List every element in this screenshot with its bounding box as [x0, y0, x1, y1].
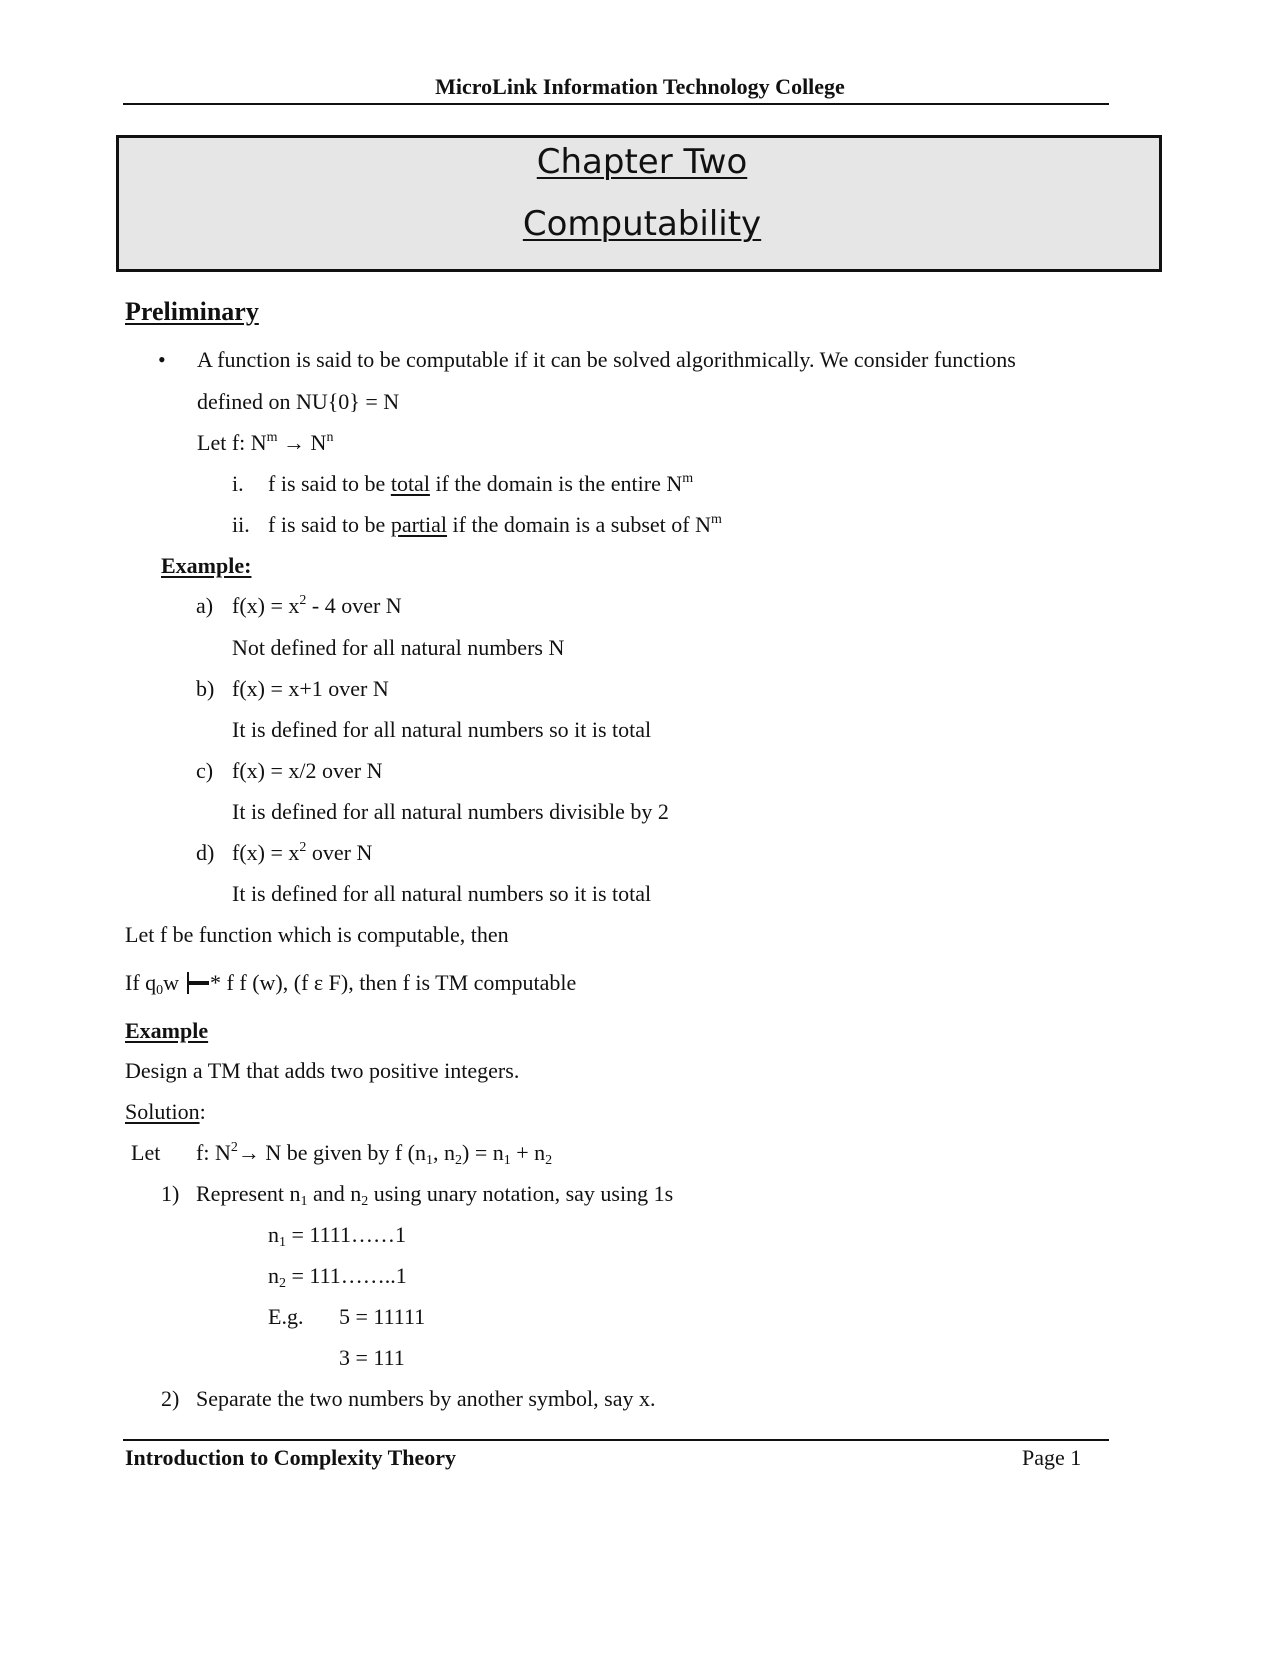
f-sub-1: 1 — [426, 1153, 434, 1168]
term-partial: partial — [390, 512, 448, 537]
item-ii-post: if the domain is a subset of N — [447, 512, 711, 537]
f-sub-3: 1 — [503, 1153, 511, 1168]
header-rule — [123, 103, 1109, 105]
let-word: Let — [131, 1140, 161, 1165]
eg-line-2: 3 = 111 — [339, 1345, 405, 1370]
item-ii-text — [268, 512, 722, 538]
step-1-post: using unary notation, say using 1s — [368, 1181, 674, 1206]
example-a-label: a) — [196, 593, 214, 618]
preliminary-heading: Preliminary — [125, 297, 259, 326]
item-ii-pre: f is said to be — [268, 512, 391, 537]
item-i-sup: m — [682, 471, 694, 486]
if-star: * — [210, 970, 222, 995]
item-i-number: i. — [232, 471, 244, 496]
example-heading-1: Example: — [161, 553, 252, 578]
let-prefix: Let f: N — [197, 430, 267, 455]
if-sub-0: 0 — [156, 983, 164, 998]
step-1-number: 1) — [161, 1181, 180, 1206]
step-1-pre: Represent n — [196, 1181, 301, 1206]
example-a-pre: f(x) = x — [232, 593, 300, 618]
let-arrow: → N — [277, 430, 327, 455]
f-sup: 2 — [230, 1140, 238, 1155]
computable-intro: Let f be function which is computable, then — [125, 922, 509, 947]
item-ii-number: ii. — [232, 512, 250, 537]
chapter-title: Computability — [522, 204, 762, 244]
f-mid: → N be given by f (n — [237, 1140, 427, 1165]
step-1-sub-2: 2 — [361, 1194, 369, 1209]
footer-rule — [123, 1439, 1109, 1441]
example-c-text: f(x) = x/2 over N — [232, 758, 383, 783]
item-i-text — [268, 471, 693, 497]
chapter-title-box — [116, 135, 1162, 272]
bullet-line-1: A function is said to be computable if it can be solved algorithmically. We consider functions — [197, 347, 1016, 372]
chapter-number: Chapter Two — [536, 142, 748, 182]
eg-label: E.g. — [268, 1304, 304, 1329]
f-eq: ) = n — [462, 1140, 504, 1165]
example-b-note: It is defined for all natural numbers so it is total — [232, 717, 652, 742]
n1-sub: 1 — [279, 1235, 286, 1250]
eg-line-1: 5 = 11111 — [339, 1304, 426, 1329]
example-b-label: b) — [196, 676, 215, 701]
example-d-label: d) — [196, 840, 215, 865]
let-sup-m: m — [266, 430, 278, 445]
function-definition — [196, 1140, 552, 1166]
f-pre: f: N — [196, 1140, 231, 1165]
example-a-sup: 2 — [299, 593, 307, 608]
let-sup-n: n — [326, 430, 334, 445]
example-d-pre: f(x) = x — [232, 840, 300, 865]
n1-value: = 1111……1 — [286, 1222, 406, 1247]
college-header: MicroLink Information Technology College — [435, 74, 845, 99]
example-b-text: f(x) = x+1 over N — [232, 676, 389, 701]
n1-unary — [268, 1222, 406, 1248]
n1-pre: n — [268, 1222, 279, 1247]
step-2-text: Separate the two numbers by another symbol, say x. — [196, 1386, 656, 1411]
bullet-line-2: defined on NU{0} = N — [197, 389, 400, 414]
example-d-text — [232, 840, 372, 866]
example-a-text — [232, 593, 402, 619]
if-post: f f (w), (f ε F), then f is TM computable — [221, 970, 577, 995]
let-function-line — [197, 430, 333, 456]
f-sub-4: 2 — [545, 1153, 553, 1168]
example-c-note: It is defined for all natural numbers divisible by 2 — [232, 799, 669, 824]
bullet-icon: • — [158, 347, 166, 372]
if-prefix: If q — [125, 970, 157, 995]
n2-sub: 2 — [279, 1276, 286, 1291]
n2-pre: n — [268, 1263, 279, 1288]
example-a-post: - 4 over N — [306, 593, 402, 618]
example-d-post: over N — [306, 840, 373, 865]
step-2-number: 2) — [161, 1386, 180, 1411]
example-task: Design a TM that adds two positive integers. — [125, 1058, 520, 1083]
example-d-sup: 2 — [299, 840, 307, 855]
tm-computable-line — [125, 970, 576, 996]
n2-value: = 111……..1 — [286, 1263, 407, 1288]
example-c-label: c) — [196, 758, 214, 783]
if-w: w — [163, 970, 180, 995]
n2-unary — [268, 1263, 407, 1289]
step-1-sub-1: 1 — [300, 1194, 308, 1209]
solution-word: Solution — [125, 1099, 200, 1124]
solution-colon: : — [199, 1099, 206, 1124]
footer-title: Introduction to Complexity Theory — [125, 1445, 457, 1470]
item-i-post: if the domain is the entire N — [429, 471, 683, 496]
example-heading-2: Example — [125, 1018, 209, 1043]
f-plus: + n — [510, 1140, 546, 1165]
page-number: Page 1 — [1022, 1445, 1082, 1470]
f-comma: , n — [433, 1140, 456, 1165]
item-i-pre: f is said to be — [268, 471, 391, 496]
step-1-mid: and n — [307, 1181, 362, 1206]
example-a-note: Not defined for all natural numbers N — [232, 635, 565, 660]
step-1-text — [196, 1181, 673, 1207]
example-d-note: It is defined for all natural numbers so it is total — [232, 881, 652, 906]
item-ii-sup: m — [711, 512, 722, 527]
solution-label — [125, 1099, 206, 1125]
turnstile-bar — [189, 981, 209, 985]
term-total: total — [390, 471, 430, 496]
f-sub-2: 2 — [455, 1153, 463, 1168]
